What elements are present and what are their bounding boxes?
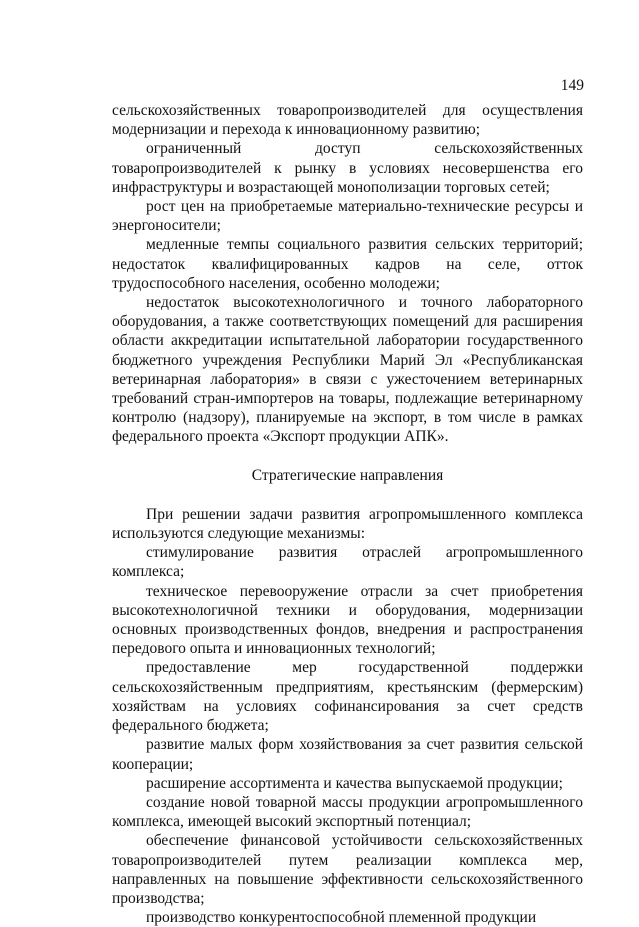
paragraph: расширение ассортимента и качества выпускаемой продукции; [146, 774, 563, 792]
paragraph: При решении задачи развития агропромышленного комплекса используются следующие механизмы: [112, 505, 583, 543]
paragraph: рост цен на приобретаемые материально-технические ресурсы и энергоносители; [112, 198, 583, 235]
paragraph: ограниченный доступ сельскохозяйственных товаропроизводителей к рынку в условиях несовершенства его инфраструктуры и возрастающей монополизации торговых сетей; [112, 140, 583, 196]
paragraph: создание новой товарной массы продукции агропромышленного комплекса, имеющей высокий экспортный потенциал; [112, 793, 583, 831]
paragraph: производство конкурентоспособной племенной продукции [146, 909, 537, 927]
paragraph: обеспечение финансовой устойчивости сельскохозяйственных товаропроизводителей путем реализации комплекса мер, направленных на повышение эффективности сельскохозяйственного производства; [112, 832, 583, 907]
paragraph: медленные темпы социального развития сельских территорий; недостаток квалифицированных кадров на селе, отток трудоспособного населения, особенно молодежи; [112, 236, 583, 292]
paragraph: стимулирование развития отраслей агропромышленного комплекса; [112, 544, 583, 581]
paragraph: развитие малых форм хозяйствования за счет развития сельской кооперации; [112, 736, 583, 773]
paragraph: недостаток высокотехнологичного и точного лабораторного оборудования, а также соответствующих помещений для расширения области аккредитации испытательной лаборатории государственного бюджетного учреждения Республики Марий Эл «Республиканская ветеринарная лаборатория» в связи с ужесточением ветеринарных требований стран-импортеров на товары, подлежащие ветеринарному контролю (надзору), планируемые на экспорт, в том числе в рамках федерального проекта «Экспорт продукции АПК». [112, 294, 583, 446]
section-heading: Стратегические направления [251, 466, 444, 484]
page-number: 149 [560, 77, 584, 94]
paragraph: предоставление мер государственной поддержки сельскохозяйственным предприятиям, крестьянским (фермерским) хозяйствам на условиях софинансирования за счет средств федерального бюджета; [112, 659, 583, 735]
paragraph: сельскохозяйственных товаропроизводителей для осуществления модернизации и перехода к инновационному развитию; [112, 102, 583, 139]
document-body [112, 101, 583, 927]
paragraph: техническое перевооружение отрасли за счет приобретения высокотехнологичной техники и оборудования, модернизации основных производственных фондов, внедрения и распространения передового опыта и инновационных технологий; [112, 582, 583, 658]
